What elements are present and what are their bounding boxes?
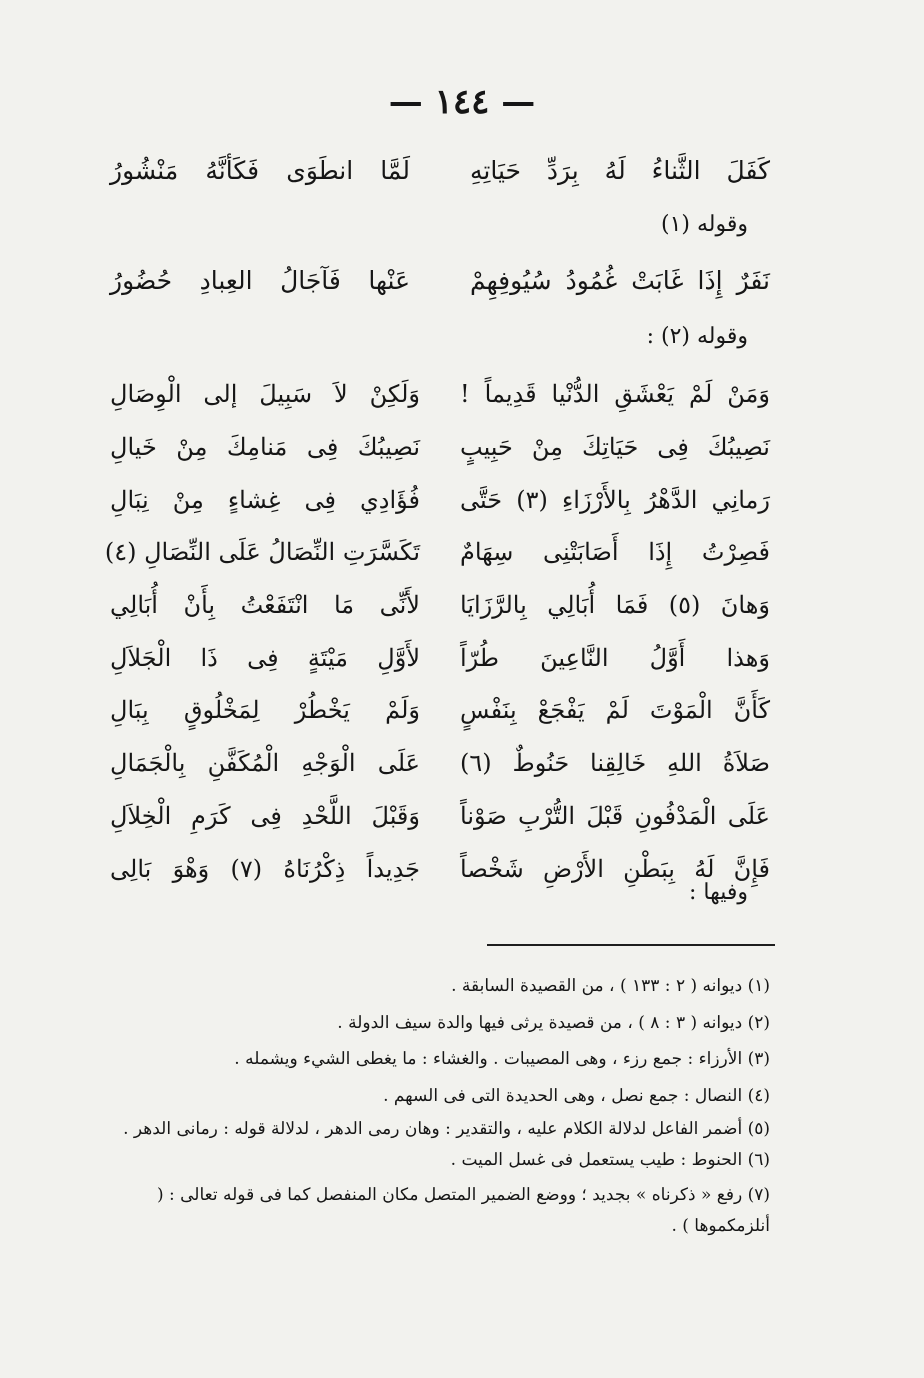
intro-text-1: وقوله (١) bbox=[660, 212, 748, 237]
poem-verse bbox=[110, 790, 770, 843]
verse-left-hemistich: تَكَسَّرَتِ النِّصَالُ عَلَى النِّصَالِ (٤) bbox=[104, 538, 420, 567]
verse-left-hemistich: نَصِيبُكَ فِى مَنامِكَ مِنْ خَيالِ bbox=[110, 433, 420, 462]
poem-verse bbox=[110, 631, 770, 684]
verse-left-hemistich: وَلَمْ يَخْطُرْ لِمَخْلُوقٍ بِبَالِ bbox=[110, 696, 420, 725]
poem-verse bbox=[110, 737, 770, 790]
poem-verse bbox=[110, 579, 770, 632]
verse-right-hemistich: رَمانِي الدَّهْرُ بِالأَرْزَاءِ (٣) حَتَّى bbox=[460, 485, 770, 514]
closing-text: وفيها : bbox=[688, 880, 748, 905]
verse-right-hemistich: وَهذا أَوَّلُ النَّاعِينَ طُرّاً bbox=[460, 643, 770, 672]
verse-right-hemistich: كَفَلَ الثَّناءُ لَهُ بِرَدِّ حَيَاتِهِ bbox=[470, 156, 770, 185]
verse-left-hemistich: لَمَّا انطَوَى فَكَأنَّهُ مَنْشُورُ bbox=[110, 156, 410, 185]
verse-left-hemistich: عَلَى الْوَجْهِ الْمُكَفَّنِ بِالْجَمَالِ bbox=[110, 749, 420, 778]
poem-verse bbox=[110, 684, 770, 737]
intro-text-2: وقوله (٢) : bbox=[646, 324, 748, 349]
footnote-divider bbox=[487, 944, 775, 946]
verse-left-hemistich: لأَوَّلِ مَيْتَةٍ فِى ذَا الْجَلاَلِ bbox=[110, 643, 420, 672]
verse-left-hemistich: فُؤَادِي فِى غِشاءٍ مِنْ نِبَالِ bbox=[110, 485, 420, 514]
verse-right-hemistich: نَصِيبُكَ فِى حَيَاتِكَ مِنْ حَبِيبٍ bbox=[460, 433, 770, 462]
footnote: (١) ديوانه ( ٢ : ١٣٣ ) ، من القصيدة السابقة . bbox=[451, 976, 770, 996]
poem-block bbox=[104, 368, 770, 895]
verse-right-hemistich: وَمَنْ لَمْ يَعْشَقِ الدُّنْيا قَدِيماً ! bbox=[460, 380, 770, 409]
footnote: (٤) النصال : جمع نصل ، وهى الحديدة التى فى السهم . bbox=[383, 1085, 770, 1106]
verse-right-hemistich: نَفَرٌ إِذَا غَابَتْ غُمُودُ سُيُوفِهِمْ bbox=[470, 266, 770, 295]
poem-verse bbox=[110, 842, 770, 895]
verse-line-2 bbox=[110, 266, 770, 295]
poem-verse bbox=[110, 421, 770, 474]
footnote: (٧) رفع « ذكرناه » بجديد ؛ ووضع الضمير المتصل مكان المنفصل كما فى قوله تعالى : ( أنلزمكموها ) . bbox=[156, 1185, 770, 1236]
verse-left-hemistich: عَنْها فَآجَالُ العِبادِ حُضُورُ bbox=[110, 266, 410, 295]
verse-line-1 bbox=[110, 156, 770, 185]
verse-right-hemistich: عَلَى الْمَدْفُونِ قَبْلَ التُّرْبِ صَوْناً bbox=[460, 801, 770, 830]
poem-verse bbox=[110, 368, 770, 421]
verse-left-hemistich: وَقَبْلَ اللَّحْدِ فِى كَرَمِ الْخِلاَلِ bbox=[110, 801, 420, 830]
verse-left-hemistich: جَدِيداً ذِكْرُنَاهُ (٧) وَهْوَ بَالِى bbox=[110, 854, 421, 883]
footnote: (٣) الأرزاء : جمع رزء ، وهى المصيبات . والغشاء : ما يغطى الشيء ويشمله . bbox=[234, 1049, 770, 1069]
page-number: — ١٤٤ — bbox=[388, 82, 536, 122]
verse-right-hemistich: فَصِرْتُ إِذَا أَصَابَتْنِى سِهَامٌ bbox=[460, 538, 770, 567]
footnote: (٢) ديوانه ( ٣ : ٨ ) ، من قصيدة يرثى فيها والدة سيف الدولة . bbox=[337, 1012, 770, 1033]
verse-right-hemistich: صَلاَةُ اللهِ خَالِقِنا حَنُوطٌ (٦) bbox=[460, 749, 770, 778]
poem-verse bbox=[104, 526, 770, 579]
verse-right-hemistich: وَهانَ (٥) فَمَا أُبَالِي بِالرَّزَايَا bbox=[460, 591, 770, 620]
verse-left-hemistich: لأَنِّى مَا انْتَفَعْتُ بِأَنْ أُبَالِي bbox=[110, 591, 420, 620]
footnote: (٥) أضمر الفاعل لدلالة الكلام عليه ، والتقدير : وهان رمى الدهر ، لدلالة قوله : رمانى الدهر . (٦) الحنوط : طيب يستعمل فى غسل الميت . bbox=[123, 1119, 770, 1170]
verse-right-hemistich: كَأَنَّ الْمَوْتَ لَمْ يَفْجَعْ بِنَفْسٍ bbox=[460, 696, 770, 725]
poem-verse bbox=[110, 473, 770, 526]
verse-right-hemistich: فَإِنَّ لَهُ بِبَطْنِ الأَرْضِ شَخْصاً bbox=[460, 854, 770, 883]
footnotes bbox=[110, 968, 770, 1246]
verse-left-hemistich: وَلَكِنْ لاَ سَبِيلَ إلى الْوِصَالِ bbox=[110, 380, 420, 409]
